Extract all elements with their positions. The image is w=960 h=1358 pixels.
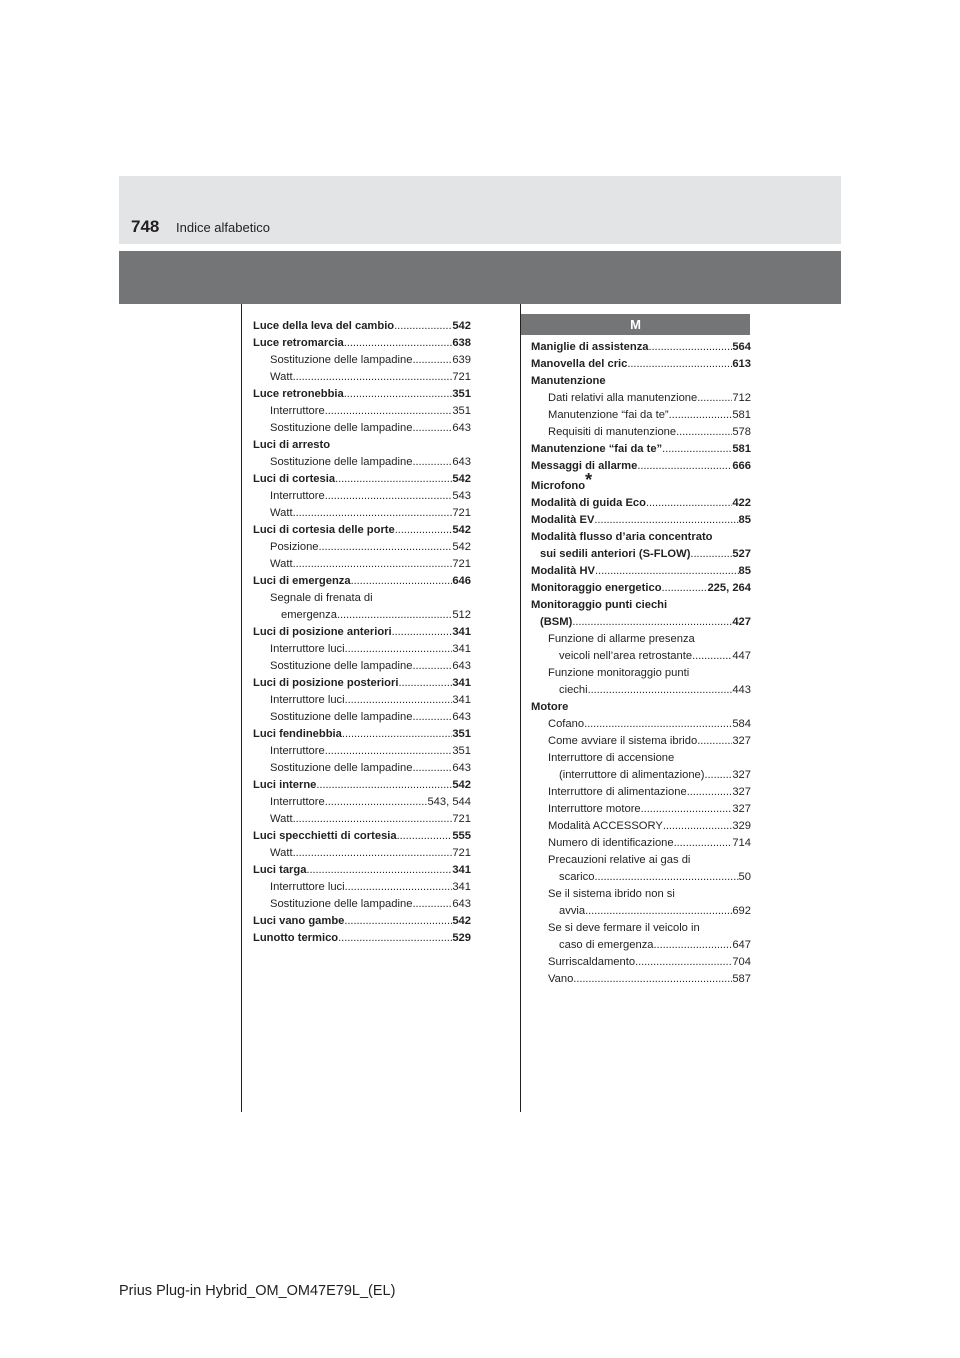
dot-leader bbox=[595, 563, 739, 580]
index-entry-term: veicoli nell’area retrostante bbox=[559, 650, 693, 662]
index-entry bbox=[531, 784, 751, 801]
index-entry bbox=[531, 441, 751, 458]
index-entry bbox=[253, 573, 471, 590]
index-entry bbox=[253, 539, 471, 556]
dot-leader bbox=[293, 505, 453, 522]
index-entry bbox=[531, 390, 751, 407]
index-entry-term: Luci fendinebbia bbox=[253, 728, 342, 740]
dot-leader bbox=[573, 971, 732, 988]
dot-leader bbox=[585, 903, 732, 920]
index-entry bbox=[531, 580, 751, 597]
index-entry-term: Come avviare il sistema ibrido bbox=[548, 735, 698, 747]
index-entry-term: Interruttore di alimentazione bbox=[548, 786, 687, 798]
index-entry bbox=[531, 563, 751, 580]
dot-leader bbox=[335, 471, 452, 488]
index-column-left bbox=[253, 318, 471, 947]
index-entry-page: 50 bbox=[738, 871, 751, 883]
index-entry bbox=[253, 828, 471, 845]
index-entry-term: Sostituzione delle lampadine bbox=[270, 660, 413, 672]
index-entry-page: 527 bbox=[732, 548, 751, 560]
index-entry-page: 542 bbox=[452, 779, 471, 791]
dot-leader bbox=[293, 556, 453, 573]
index-entry bbox=[253, 488, 471, 505]
index-entry-term: Dati relativi alla manutenzione bbox=[548, 392, 698, 404]
index-entry-term: scarico bbox=[559, 871, 595, 883]
dot-leader bbox=[325, 743, 453, 760]
page-number: 748 bbox=[131, 217, 160, 236]
index-entry-term: Luce della leva del cambio bbox=[253, 320, 395, 332]
dot-leader bbox=[584, 716, 732, 733]
dot-leader bbox=[344, 386, 453, 403]
index-entry-page: 542 bbox=[452, 524, 471, 536]
index-entry-term: Posizione bbox=[270, 541, 319, 553]
index-entry-page: 542 bbox=[452, 915, 471, 927]
index-entry-page: 647 bbox=[732, 939, 751, 951]
index-entry bbox=[531, 648, 751, 665]
footnote-star: * bbox=[585, 470, 593, 490]
index-entry-term: Interruttore bbox=[270, 405, 325, 417]
index-entry bbox=[531, 631, 751, 648]
dot-leader bbox=[325, 488, 453, 505]
index-entry-term: Interruttore luci bbox=[270, 643, 345, 655]
index-entry-term: Surriscaldamento bbox=[548, 956, 636, 968]
index-entry-term: Luci di emergenza bbox=[253, 575, 351, 587]
index-entry-term: Modalità flusso d’aria concentrato bbox=[531, 531, 713, 543]
index-entry-term: Interruttore luci bbox=[270, 694, 345, 706]
index-entry-term: Modalità EV bbox=[531, 514, 595, 526]
index-entry-term: Se il sistema ibrido non si bbox=[548, 888, 675, 900]
index-entry-page: 543 bbox=[452, 490, 471, 502]
index-entry-page: 643 bbox=[452, 898, 471, 910]
index-entry-term: Requisiti di manutenzione bbox=[548, 426, 677, 438]
index-entry bbox=[531, 716, 751, 733]
dot-leader bbox=[293, 369, 453, 386]
index-entry-term: Manovella del cric bbox=[531, 358, 628, 370]
dot-leader bbox=[351, 573, 453, 590]
index-entry bbox=[253, 352, 471, 369]
dot-leader bbox=[337, 607, 452, 624]
dot-leader bbox=[662, 441, 732, 458]
dot-leader bbox=[627, 356, 732, 373]
index-entry-term: Cofano bbox=[548, 718, 585, 730]
index-entry-term: Monitoraggio energetico bbox=[531, 582, 662, 594]
index-entry bbox=[531, 869, 751, 886]
index-entry-term: caso di emergenza bbox=[559, 939, 654, 951]
index-entry-term: Segnale di frenata di bbox=[270, 592, 373, 604]
index-entry-page: 341 bbox=[452, 626, 471, 638]
index-entry bbox=[531, 665, 751, 682]
dot-leader bbox=[705, 767, 733, 784]
index-entry bbox=[253, 692, 471, 709]
header-dark-band bbox=[119, 251, 841, 304]
index-entry bbox=[531, 529, 751, 546]
index-entry bbox=[253, 437, 471, 454]
index-entry-page: 542 bbox=[452, 320, 471, 332]
index-entry-term: Interruttore bbox=[270, 796, 325, 808]
index-entry bbox=[253, 505, 471, 522]
index-entry-page: 643 bbox=[452, 456, 471, 468]
index-entry bbox=[531, 682, 751, 699]
index-entry bbox=[531, 614, 751, 631]
index-entry-page: 721 bbox=[452, 813, 471, 825]
index-entry-page: 721 bbox=[452, 847, 471, 859]
index-entry bbox=[253, 658, 471, 675]
index-entry-term: Manutenzione “fai da te” bbox=[548, 409, 669, 421]
dot-leader bbox=[412, 352, 452, 369]
index-entry-page: 351 bbox=[452, 728, 471, 740]
index-entry bbox=[253, 454, 471, 471]
dot-leader bbox=[345, 879, 453, 896]
index-entry-page: 639 bbox=[452, 354, 471, 366]
dot-leader bbox=[697, 733, 732, 750]
index-entry bbox=[531, 458, 751, 475]
index-entry-term: Interruttore bbox=[270, 745, 325, 757]
index-entry-term: Microfono bbox=[531, 480, 586, 492]
index-entry-page: 329 bbox=[732, 820, 751, 832]
index-entry-term: Interruttore luci bbox=[270, 881, 345, 893]
index-entry-page: 643 bbox=[452, 660, 471, 672]
index-entry bbox=[531, 373, 751, 390]
dot-leader bbox=[394, 318, 452, 335]
dot-leader bbox=[293, 811, 453, 828]
index-entry bbox=[253, 471, 471, 488]
index-entry-term: sui sedili anteriori (S-FLOW) bbox=[540, 548, 691, 560]
index-entry-page: 643 bbox=[452, 762, 471, 774]
index-entry-term: Interruttore bbox=[270, 490, 325, 502]
index-entry-page: 341 bbox=[452, 881, 471, 893]
index-entry-term: Motore bbox=[531, 701, 569, 713]
index-entry-term: Lunotto termico bbox=[253, 932, 339, 944]
index-entry-page: 692 bbox=[732, 905, 751, 917]
index-entry bbox=[253, 794, 471, 811]
index-entry-term: Modalità HV bbox=[531, 565, 596, 577]
index-entry-term: Funzione di allarme presenza bbox=[548, 633, 695, 645]
index-entry-term: Sostituzione delle lampadine bbox=[270, 422, 413, 434]
dot-leader bbox=[674, 835, 733, 852]
index-entry-term: Vano bbox=[548, 973, 574, 985]
index-entry-term: Luci di arresto bbox=[253, 439, 331, 451]
dot-leader bbox=[293, 845, 453, 862]
index-entry bbox=[531, 801, 751, 818]
index-entry-term: Sostituzione delle lampadine bbox=[270, 456, 413, 468]
index-entry bbox=[253, 726, 471, 743]
index-entry bbox=[253, 590, 471, 607]
dot-leader bbox=[594, 869, 738, 886]
index-entry bbox=[531, 835, 751, 852]
dot-leader bbox=[306, 862, 452, 879]
index-entry bbox=[531, 699, 751, 716]
dot-leader bbox=[412, 454, 452, 471]
index-entry-page: 643 bbox=[452, 422, 471, 434]
index-entry-term: (interruttore di alimentazione) bbox=[559, 769, 705, 781]
index-entry bbox=[531, 852, 751, 869]
index-entry bbox=[531, 903, 751, 920]
dot-leader bbox=[697, 390, 732, 407]
index-entry-page: 721 bbox=[452, 507, 471, 519]
index-entry bbox=[531, 920, 751, 937]
index-entry bbox=[253, 556, 471, 573]
index-entry-page: 542 bbox=[452, 473, 471, 485]
index-entry-term: Maniglie di assistenza bbox=[531, 341, 649, 353]
index-entry-term: Manutenzione “fai da te” bbox=[531, 443, 663, 455]
dot-leader bbox=[325, 403, 453, 420]
index-entry bbox=[253, 811, 471, 828]
index-entry bbox=[531, 424, 751, 441]
index-entry-page: 543, 544 bbox=[427, 796, 471, 808]
dot-leader bbox=[338, 930, 452, 947]
index-entry bbox=[531, 750, 751, 767]
index-entry-page: 422 bbox=[732, 497, 751, 509]
dot-leader bbox=[588, 682, 733, 699]
index-entry-term: Luci di posizione anteriori bbox=[253, 626, 392, 638]
index-entry-term: avvia bbox=[559, 905, 586, 917]
index-entry bbox=[253, 641, 471, 658]
index-entry-page: 427 bbox=[732, 616, 751, 628]
dot-leader bbox=[687, 784, 733, 801]
index-entry-page: 666 bbox=[732, 460, 751, 472]
index-entry bbox=[531, 495, 751, 512]
index-entry-page: 327 bbox=[732, 769, 751, 781]
index-entry bbox=[531, 597, 751, 614]
index-entry bbox=[531, 512, 751, 529]
index-entry bbox=[253, 369, 471, 386]
index-entry bbox=[531, 546, 751, 563]
section-letter-bar: M bbox=[521, 314, 750, 335]
index-entry-term: (BSM) bbox=[540, 616, 573, 628]
index-entry-page: 721 bbox=[452, 371, 471, 383]
index-entry-page: 704 bbox=[732, 956, 751, 968]
index-entry-page: 85 bbox=[738, 514, 751, 526]
index-entry-term: ciechi bbox=[559, 684, 588, 696]
index-entry-term: Interruttore motore bbox=[548, 803, 641, 815]
dot-leader bbox=[692, 648, 732, 665]
index-entry-page: 327 bbox=[732, 803, 751, 815]
index-entry-page: 327 bbox=[732, 735, 751, 747]
index-entry-page: 542 bbox=[452, 541, 471, 553]
dot-leader bbox=[572, 614, 732, 631]
index-entry-term: Luci di cortesia bbox=[253, 473, 336, 485]
index-entry-page: 351 bbox=[452, 405, 471, 417]
index-entry-page: 581 bbox=[732, 443, 751, 455]
index-entry bbox=[253, 386, 471, 403]
index-entry-term: Watt bbox=[270, 371, 293, 383]
index-entry bbox=[253, 896, 471, 913]
index-entry-term: Messaggi di allarme bbox=[531, 460, 638, 472]
dot-leader bbox=[412, 709, 452, 726]
index-entry-page: 712 bbox=[732, 392, 751, 404]
index-entry-term: Sostituzione delle lampadine bbox=[270, 898, 413, 910]
dot-leader bbox=[690, 546, 732, 563]
index-entry bbox=[253, 335, 471, 352]
index-entry-term: Se si deve fermare il veicolo in bbox=[548, 922, 700, 934]
index-entry-term: Watt bbox=[270, 813, 293, 825]
index-entry bbox=[253, 930, 471, 947]
index-entry-page: 341 bbox=[452, 864, 471, 876]
dot-leader bbox=[649, 339, 733, 356]
dot-leader bbox=[397, 828, 453, 845]
index-entry bbox=[531, 971, 751, 988]
index-entry-term: Modalità di guida Eco bbox=[531, 497, 646, 509]
index-entry bbox=[531, 937, 751, 954]
index-entry-term: emergenza bbox=[281, 609, 337, 621]
index-entry bbox=[253, 607, 471, 624]
index-entry-page: 351 bbox=[452, 388, 471, 400]
dot-leader bbox=[654, 937, 733, 954]
index-entry bbox=[253, 845, 471, 862]
index-entry-term: Luci di cortesia delle porte bbox=[253, 524, 395, 536]
index-entry bbox=[253, 879, 471, 896]
index-entry bbox=[253, 420, 471, 437]
index-entry-term: Luce retronebbia bbox=[253, 388, 344, 400]
dot-leader bbox=[637, 458, 732, 475]
index-entry-page: 613 bbox=[732, 358, 751, 370]
index-entry-term: Watt bbox=[270, 558, 293, 570]
index-entry-page: 512 bbox=[452, 609, 471, 621]
dot-leader bbox=[345, 641, 453, 658]
index-entry bbox=[531, 733, 751, 750]
index-entry bbox=[531, 356, 751, 373]
dot-leader bbox=[316, 777, 452, 794]
column-divider-middle bbox=[520, 304, 521, 1112]
index-entry-page: 85 bbox=[738, 565, 751, 577]
dot-leader bbox=[392, 624, 453, 641]
index-entry-page: 587 bbox=[732, 973, 751, 985]
dot-leader bbox=[319, 539, 453, 556]
dot-leader bbox=[646, 495, 732, 512]
index-entry-term: Luci di posizione posteriori bbox=[253, 677, 399, 689]
index-entry-term: Funzione monitoraggio punti bbox=[548, 667, 690, 679]
index-entry-page: 643 bbox=[452, 711, 471, 723]
index-entry-term: Luce retromarcia bbox=[253, 337, 344, 349]
index-entry bbox=[253, 318, 471, 335]
dot-leader bbox=[641, 801, 733, 818]
index-entry bbox=[253, 675, 471, 692]
index-entry-term: Luci targa bbox=[253, 864, 307, 876]
index-entry-term: Numero di identificazione bbox=[548, 837, 674, 849]
index-entry-page: 341 bbox=[452, 677, 471, 689]
index-entry-page: 447 bbox=[732, 650, 751, 662]
index-entry-term: Sostituzione delle lampadine bbox=[270, 762, 413, 774]
footer-document-id: Prius Plug-in Hybrid_OM_OM47E79L_(EL) bbox=[119, 1283, 396, 1299]
index-entry bbox=[531, 407, 751, 424]
dot-leader bbox=[342, 726, 452, 743]
index-entry-page: 564 bbox=[732, 341, 751, 353]
dot-leader bbox=[635, 954, 732, 971]
index-entry-term: Sostituzione delle lampadine bbox=[270, 354, 413, 366]
index-entry-term: Precauzioni relative ai gas di bbox=[548, 854, 691, 866]
dot-leader bbox=[594, 512, 738, 529]
dot-leader bbox=[344, 335, 453, 352]
index-entry-page: 529 bbox=[452, 932, 471, 944]
index-entry-page: 578 bbox=[732, 426, 751, 438]
index-entry-term: Manutenzione bbox=[531, 375, 606, 387]
dot-leader bbox=[398, 675, 452, 692]
dot-leader bbox=[412, 658, 452, 675]
index-entry bbox=[253, 403, 471, 420]
index-entry-term: Luci vano gambe bbox=[253, 915, 345, 927]
index-entry bbox=[253, 709, 471, 726]
index-entry bbox=[531, 954, 751, 971]
column-divider-left bbox=[241, 304, 242, 1112]
dot-leader bbox=[345, 692, 453, 709]
index-entry bbox=[531, 886, 751, 903]
index-entry bbox=[531, 470, 751, 495]
dot-leader bbox=[412, 896, 452, 913]
index-entry bbox=[253, 522, 471, 539]
index-entry-term: Interruttore di accensione bbox=[548, 752, 675, 764]
dot-leader bbox=[676, 424, 732, 441]
index-entry bbox=[253, 760, 471, 777]
dot-leader bbox=[669, 407, 733, 424]
index-entry-page: 555 bbox=[452, 830, 471, 842]
index-entry-page: 714 bbox=[732, 837, 751, 849]
index-entry bbox=[253, 777, 471, 794]
index-entry bbox=[531, 767, 751, 784]
index-column-right bbox=[531, 339, 751, 988]
index-entry-term: Monitoraggio punti ciechi bbox=[531, 599, 668, 611]
index-entry-page: 584 bbox=[732, 718, 751, 730]
page-title: Indice alfabetico bbox=[176, 220, 270, 235]
dot-leader bbox=[344, 913, 452, 930]
index-entry-page: 646 bbox=[452, 575, 471, 587]
index-entry-page: 327 bbox=[732, 786, 751, 798]
dot-leader bbox=[412, 420, 452, 437]
index-entry-term: Modalità ACCESSORY bbox=[548, 820, 663, 832]
index-entry bbox=[253, 913, 471, 930]
dot-leader bbox=[412, 760, 452, 777]
index-entry-page: 341 bbox=[452, 643, 471, 655]
index-entry bbox=[531, 818, 751, 835]
index-entry-page: 341 bbox=[452, 694, 471, 706]
index-entry-term: Sostituzione delle lampadine bbox=[270, 711, 413, 723]
index-entry bbox=[253, 624, 471, 641]
index-entry-page: 638 bbox=[452, 337, 471, 349]
dot-leader bbox=[662, 580, 708, 597]
index-entry bbox=[531, 339, 751, 356]
index-entry-term: Watt bbox=[270, 507, 293, 519]
dot-leader bbox=[395, 522, 453, 539]
index-entry-term: Watt bbox=[270, 847, 293, 859]
index-entry-page: 351 bbox=[452, 745, 471, 757]
index-entry-page: 581 bbox=[732, 409, 751, 421]
index-entry-page: 721 bbox=[452, 558, 471, 570]
index-entry-term: Luci specchietti di cortesia bbox=[253, 830, 397, 842]
dot-leader bbox=[325, 794, 428, 811]
index-entry bbox=[253, 862, 471, 879]
index-entry-term: Luci interne bbox=[253, 779, 317, 791]
index-entry-page: 225, 264 bbox=[707, 582, 751, 594]
index-entry-page: 443 bbox=[732, 684, 751, 696]
dot-leader bbox=[663, 818, 733, 835]
index-entry bbox=[253, 743, 471, 760]
